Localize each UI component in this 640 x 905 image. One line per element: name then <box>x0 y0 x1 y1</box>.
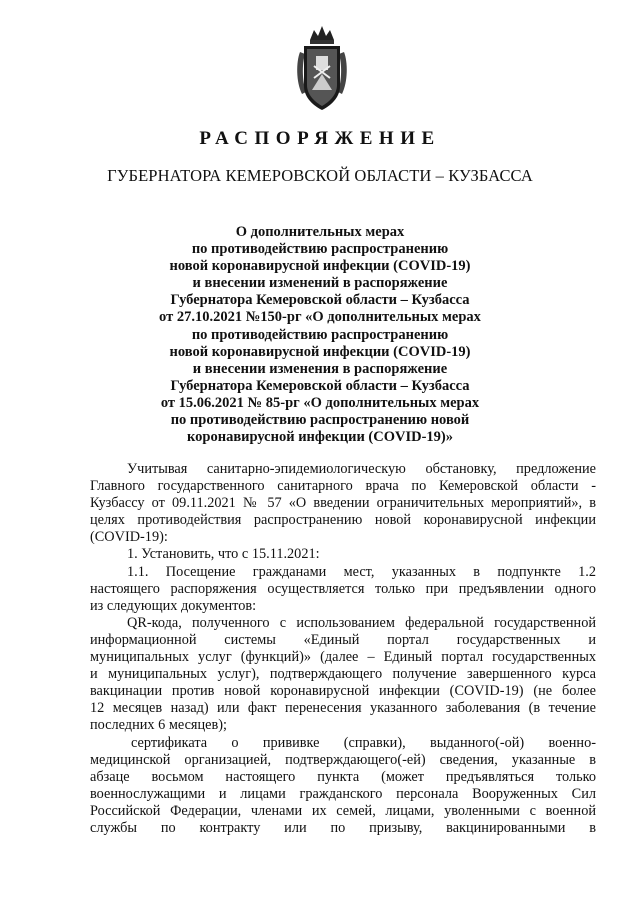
title-line: по противодействию распространению <box>191 241 449 258</box>
body-line: 12 месяцев назад) или факт перенесения указанного заболевания (в течение <box>90 700 596 717</box>
title-line: от 15.06.2021 № 85-рг «О дополнительных мерах <box>160 394 480 411</box>
body-line: военнослужащими и лицами гражданского персонала Вооруженных Сил <box>90 785 596 802</box>
body-line: службы по контракту или по призыву, вакцинированными в <box>90 819 596 836</box>
body-line: сертификата о прививке (справки), выданного(-ой) военно- <box>131 734 596 751</box>
body-line: абзаце восьмом настоящего пункта (может предъявляться только <box>90 768 596 785</box>
title-line: Губернатора Кемеровской области – Кузбасса <box>170 377 470 394</box>
title-line: от 27.10.2021 №150-рг «О дополнительных мерах <box>159 309 481 326</box>
issuer-heading: ГУБЕРНАТОРА КЕМЕРОВСКОЙ ОБЛАСТИ – КУЗБАССА <box>107 166 533 185</box>
title-line: новой коронавирусной инфекции (COVID-19) <box>169 258 471 275</box>
body-line: QR-кода, полученного с использованием федеральной государственной <box>127 614 596 631</box>
body-line: 1. Установить, что с 15.11.2021: <box>127 546 320 563</box>
body-line: Главного государственного санитарного врача по Кемеровской области - <box>90 478 596 495</box>
title-line: и внесении изменения в распоряжение <box>192 360 448 377</box>
body-line: Кузбассу от 09.11.2021 № 57 «О введении ограничительных мероприятий», в <box>90 495 596 512</box>
body-line: 1.1. Посещение гражданами мест, указанных в подпункте 1.2 <box>127 563 596 580</box>
title-line: Губернатора Кемеровской области – Кузбасса <box>170 292 470 309</box>
body-line: (COVID-19): <box>90 529 168 546</box>
title-line: О дополнительных мерах <box>235 224 405 240</box>
body-line: целях противодействия распространению новой коронавирусной инфекции <box>90 512 596 529</box>
body-line: Учитывая санитарно-эпидемиологическую обстановку, предложение <box>127 461 596 477</box>
body-line: из следующих документов: <box>90 597 257 614</box>
document-body <box>90 461 596 837</box>
title-line: по противодействию распространению <box>191 326 449 343</box>
title-line: по противодействию распространению новой <box>170 412 470 429</box>
body-line: медицинской организацией, подтверждающего(-ей) сведения, указанные в <box>90 751 596 768</box>
body-line: информационной системы «Единый портал государственных и <box>90 631 596 648</box>
title-line: новой коронавирусной инфекции (COVID-19) <box>169 343 471 360</box>
body-line: Российской Федерации, членами их семей, лицами, уволенными с военной <box>90 802 596 819</box>
document-title <box>60 224 580 446</box>
coat-of-arms-icon <box>296 22 348 114</box>
body-line: муниципальных услуг (функций)» (далее – Единый портал государственных <box>90 649 596 666</box>
body-line: настоящего распоряжения осуществляется только при предъявлении одного <box>90 580 596 597</box>
body-line: последних 6 месяцев); <box>90 717 227 734</box>
body-line: вакцинации против новой коронавирусной инфекции (COVID-19) (не более <box>90 683 596 700</box>
document-type-heading: РАСПОРЯЖЕНИЕ <box>199 128 441 149</box>
title-line: коронавирусной инфекции (COVID-19)» <box>186 429 453 446</box>
title-line: и внесении изменений в распоряжение <box>192 275 448 292</box>
body-line: и муниципальных услуг), подтверждающего получение завершенного курса <box>90 666 596 683</box>
